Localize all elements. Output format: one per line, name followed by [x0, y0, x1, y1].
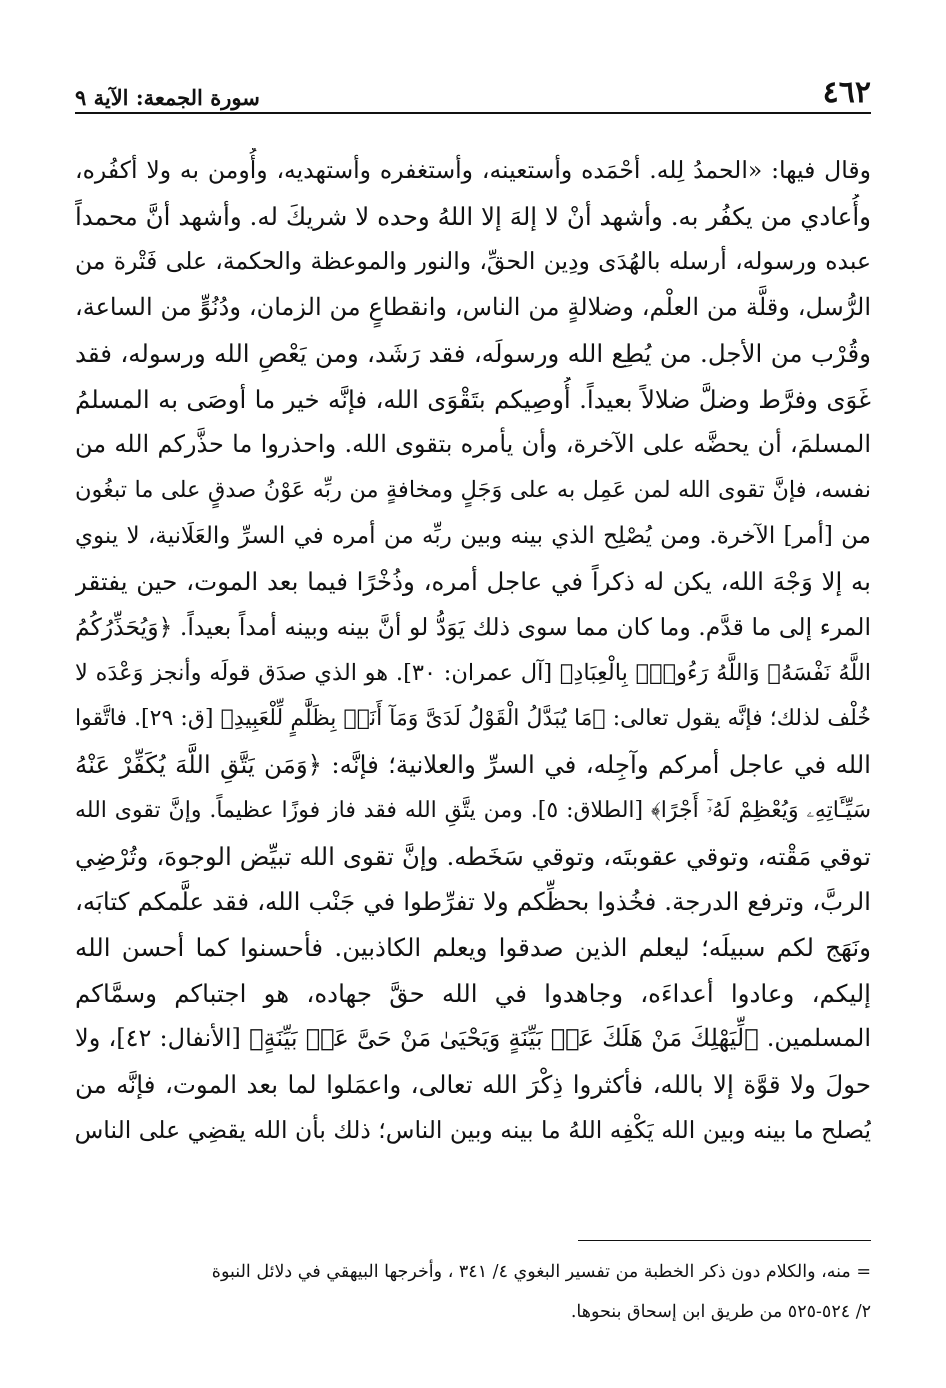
text-line: عبده ورسوله، أرسله بالهُدَى ودِين الحقِّ، والنور والموعظة والحكمة، على فَتْرة من: [75, 247, 871, 276]
text-line: وقال فيها: «الحمدُ لِله. أحْمَده وأستعينه، وأستغفره وأستهديه، وأُومن به ولا أكفُره،: [75, 156, 871, 184]
footnote-divider: [578, 1240, 871, 1241]
footnote: [75, 1252, 871, 1332]
text-line: خُلْف لذلك؛ فإنَّه يقول تعالى: ﴿مَا يُبَدَّلُ الْقَوْلُ لَدَىَّ وَمَآ أَنَا۠ بِظَلَّٰمٍ لِّلْعَبِيدِ﴾ [ق: ٢٩]. فاتَّقوا: [75, 706, 871, 732]
text-line: المسلمَ، أن يحضَّه على الآخرة، وأن يأمره بتقوى الله. واحذروا ما حذَّركم الله من: [75, 430, 871, 459]
text-line: إليكم، وعادوا أعداءَه، وجاهدوا في الله حقَّ جهاده، هو اجتباكم وسمَّاكم: [75, 978, 871, 1008]
text-line: غَوَى وفرَّط وضلَّ ضلالاً بعيداً. أُوصِيكم بتَقْوَى الله، فإنَّه خير ما أوصَى به المسلمُ: [75, 384, 871, 414]
text-line: توقي مَقْته، وتوقي عقوبتَه، وتوقي سَخَطه. وإنَّ تقوى الله تبيِّض الوجوهَ، وتُرْضِي: [75, 841, 871, 871]
text-line: ونَهَج لكم سبيلَه؛ ليعلم الذين صدقوا ويعلم الكاذبين. فأحسنوا كما أحسن الله: [75, 932, 871, 962]
text-line: الرُّسل، وقلَّة من العلْم، وضلالةٍ من الناس، وانقطاعٍ من الزمان، ودُنُوٍّ من الساعة،: [75, 293, 871, 322]
text-line: اللَّهُ نَفْسَهُۥ وَاللَّهُ رَءُوفٌۢ بِالْعِبَادِ﴾ [آل عمران: ٣٠]. هو الذي صدَق قولَه وأنجز وَعْدَه لا: [75, 659, 871, 686]
page-header: [75, 72, 871, 114]
text-line: من [أمر] الآخرة. ومن يُصْلِح الذي بينه وبين ربِّه من أمره في السرِّ والعَلَانية، لا ينوي: [75, 522, 871, 549]
main-text: [75, 148, 871, 1153]
footnote-line: ٢/ ٥٢٤-٥٢٥ من طريق ابن إسحاق بنحوها.: [570, 1302, 871, 1322]
text-line: الربَّ، وترفع الدرجة. فخُذوا بحظِّكم ولا تفرِّطوا في جَنْب الله، فقد علَّمكم كتابَه،: [75, 887, 871, 917]
text-line: سَيِّـَٔاتِهِۦ وَيُعْظِمْ لَهُۥٓ أَجْرًا﴾ [الطلاق: ٥]. ومن يتَّقِ الله فقد فاز فوزًا عظيماً. وإنَّ تقوى الله: [75, 797, 871, 823]
surah-title: سورة الجمعة: الآية ٩: [75, 85, 260, 110]
text-line: الله في عاجل أمركم وآجِله، في السرِّ والعلانية؛ فإنَّه: ﴿وَمَن يَتَّقِ اللَّهَ يُكَفِّرْ عَنْهُ: [75, 750, 871, 780]
text-line: وأُعادي من يكفُر به. وأشهد أنْ لا إلهَ إلا اللهُ وحده لا شريكَ له. وأشهد أنَّ محمداً: [75, 201, 871, 231]
text-line: المسلمين. ﴿لِّيَهْلِكَ مَنْ هَلَكَ عَنۢ بَيِّنَةٍ وَيَحْيَىٰ مَنْ حَىَّ عَنۢ بَيِّنَةٍ﴾ [الأنفال: ٤٢]، ولا: [75, 1024, 871, 1053]
page-number: ٤٦٢: [822, 75, 871, 110]
text-line: يُصلح ما بينه وبين الله يَكْفِه اللهُ ما بينه وبين الناس؛ ذلك بأن الله يقضِي على الناس: [75, 1115, 871, 1144]
text-line: به إلا وَجْهَ الله، يكن له ذكراً في عاجل أمره، وذُخْرًا فيما بعد الموت، حين يفتقر: [75, 567, 871, 597]
text-line: المرء إلى ما قدَّم. وما كان مما سوى ذلك يَوَدُّ لو أنَّ بينه وبينه أمداً بعيداً. ﴿وَيُحَذِّرُكُمُ: [75, 613, 871, 642]
text-line: وقُرْب من الأجل. من يُطِع الله ورسولَه، فقد رَشَد، ومن يَعْصِ الله ورسوله، فقد: [75, 338, 871, 368]
text-line: حولَ ولا قوَّة إلا بالله، فأكثروا ذِكْرَ الله تعالى، واعمَلوا لما بعد الموت، فإنَّه من: [75, 1070, 871, 1100]
text-line: نفسه، فإنَّ تقوى الله لمن عَمِل به على وَجَلٍ ومخافةٍ من ربِّه عَوْنُ صدقٍ على ما تبغُون: [75, 476, 871, 503]
footnote-line: = منه، والكلام دون ذكر الخطبة من تفسير البغوي ٤/ ٣٤١ ، وأخرجها البيهقي في دلائل النبوة: [211, 1262, 871, 1282]
